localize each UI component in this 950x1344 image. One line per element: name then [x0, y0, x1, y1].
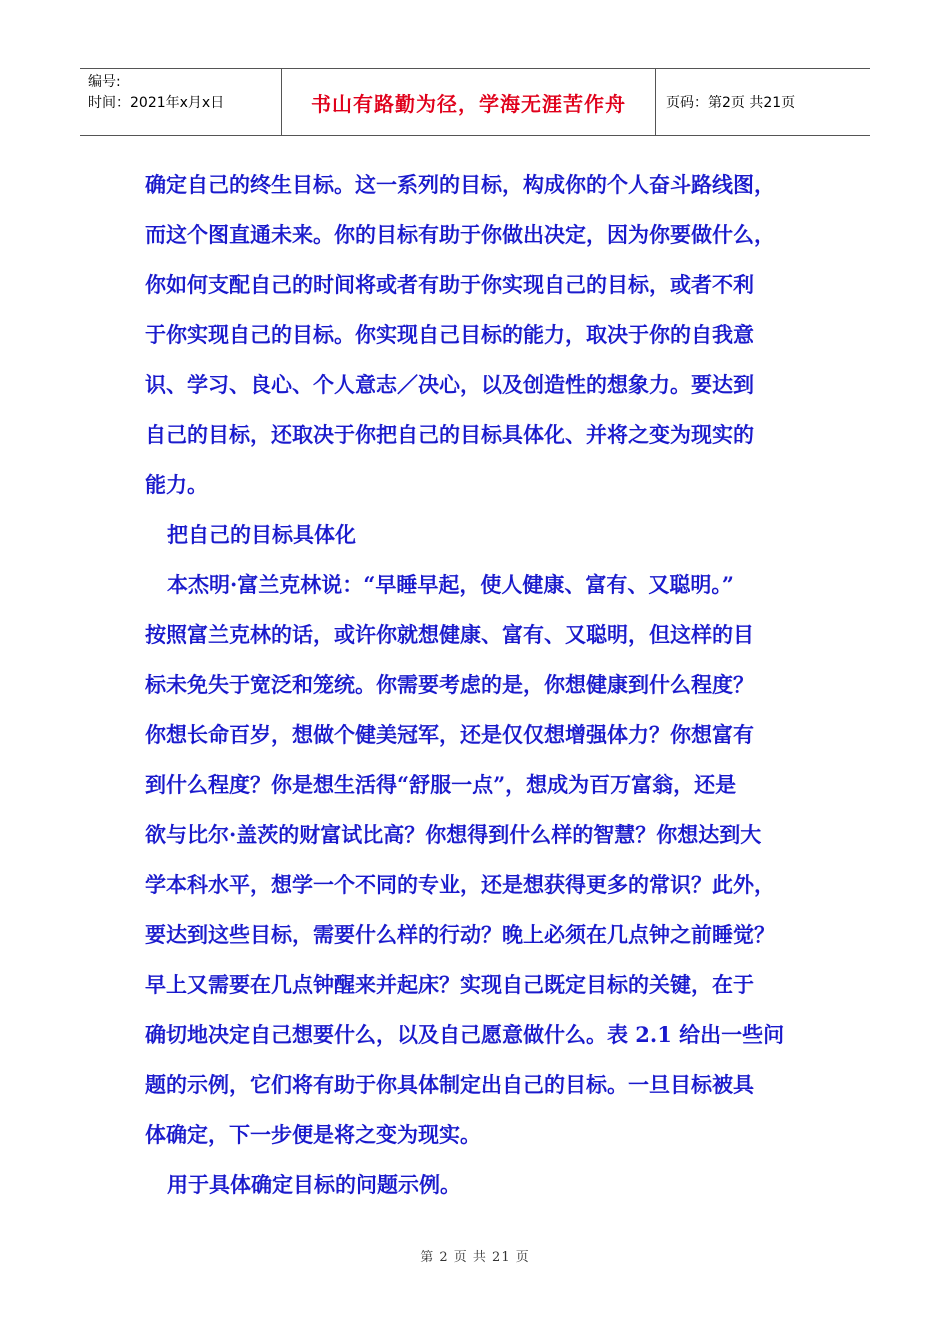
text-line: 能力。: [145, 472, 208, 497]
text-line: 到什么程度？你是想生活得“舒服一点”，想成为百万富翁，还是: [145, 772, 737, 797]
page-footer: 第 2 页 共 21 页: [420, 1250, 530, 1265]
section-heading-1: 把自己的目标具体化: [167, 522, 356, 547]
text-line: 而这个图直通未来。你的目标有助于你做出决定，因为你要做什么，: [145, 222, 775, 247]
text-line: 按照富兰克林的话，或许你就想健康、富有、又聪明，但这样的目: [145, 622, 754, 647]
document-body: [145, 160, 825, 1210]
text-line: 体确定，下一步便是将之变为现实。: [145, 1122, 481, 1147]
text-line: 题的示例，它们将有助于你具体制定出自己的目标。一旦目标被具: [145, 1072, 754, 1097]
text-line: 早上又需要在几点钟醒来并起床？实现自己既定目标的关键，在于: [145, 972, 754, 997]
document-date: 时间：2021年x月x日: [88, 95, 225, 111]
text-line: 你想长命百岁，想做个健美冠军，还是仅仅想增强体力？你想富有: [145, 722, 754, 747]
document-number-label: 编号:: [88, 74, 121, 90]
page-header: [80, 68, 870, 136]
text-line: 标未免失于宽泛和笼统。你需要考虑的是，你想健康到什么程度？: [145, 672, 754, 697]
text-line: 确切地决定自己想要什么，以及自己愿意做什么。表 2.1 给出一些问: [145, 1022, 785, 1047]
text-line: 自己的目标，还取决于你把自己的目标具体化、并将之变为现实的: [145, 422, 754, 447]
header-meta: [80, 69, 282, 135]
text-line: 你如何支配自己的时间将或者有助于你实现自己的目标，或者不利: [145, 272, 754, 297]
header-page-info: 页码：第2页 共21页: [666, 95, 796, 111]
text-line: 学本科水平，想学一个不同的专业，还是想获得更多的常识？此外，: [145, 872, 775, 897]
text-line: 欲与比尔·盖茨的财富试比高？你想得到什么样的智慧？你想达到大: [145, 822, 762, 847]
header-motto: 书山有路勤为径，学海无涯苦作舟: [282, 69, 656, 135]
section-heading-2: 用于具体确定目标的问题示例。: [167, 1172, 461, 1197]
text-line: 识、学习、良心、个人意志／决心，以及创造性的想象力。要达到: [145, 372, 754, 397]
text-line: 本杰明·富兰克林说：“早睡早起，使人健康、富有、又聪明。”: [167, 572, 734, 597]
text-line: 于你实现自己的目标。你实现自己目标的能力，取决于你的自我意: [145, 322, 754, 347]
text-line: 要达到这些目标，需要什么样的行动？晚上必须在几点钟之前睡觉？: [145, 922, 775, 947]
paragraph-2: [145, 560, 825, 1160]
paragraph-1: [145, 160, 825, 510]
text-line: 确定自己的终生目标。这一系列的目标，构成你的个人奋斗路线图，: [145, 172, 775, 197]
